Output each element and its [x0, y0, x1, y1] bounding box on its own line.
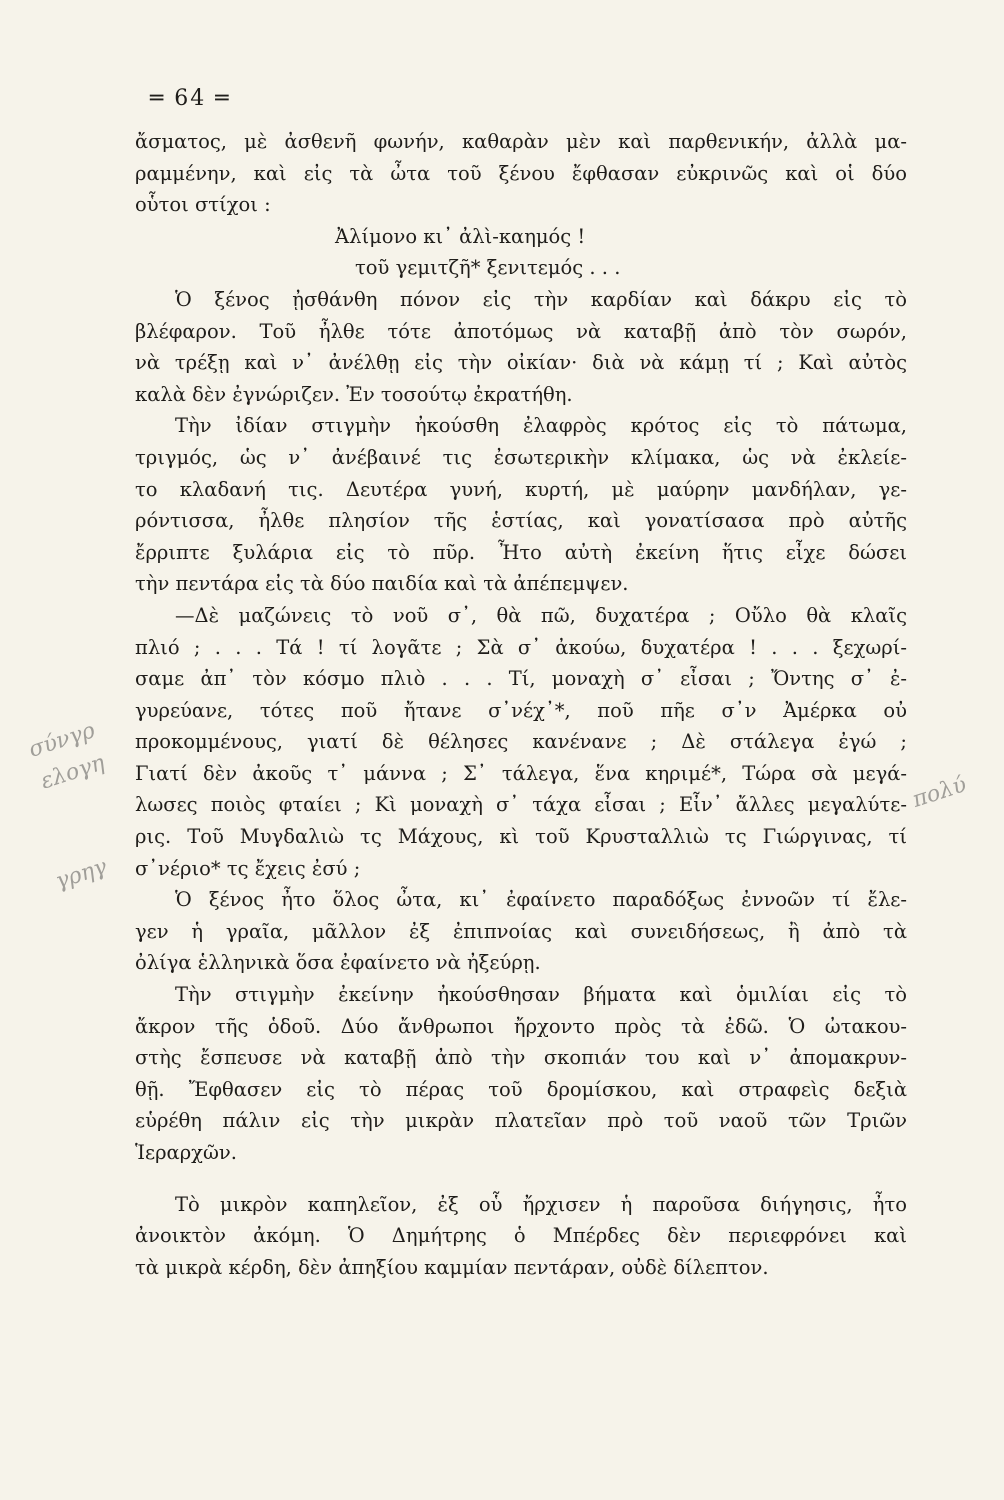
page-number: ═ 64 ═ — [150, 86, 231, 111]
text-line: γυρεύανε, τότες ποῦ ἤτανε σ᾽νέχ᾽*, ποῦ πῆε σ᾽ν Ἀμέρκα οὐ — [135, 698, 907, 722]
text-line: Τὴν στιγμὴν ἐκείνην ἠκούσθησαν βήματα καὶ ὁμιλίαι εἰς τὸ — [175, 983, 907, 1007]
text-line: τὰ μικρὰ κέρδη, δὲν ἀπηξίου καμμίαν πεντάραν, οὐδὲ δίλεπτον. — [135, 1255, 769, 1279]
margin-note-handwritten: γρηγ — [52, 854, 111, 895]
text-line: ἄκρον τῆς ὁδοῦ. Δύο ἄνθρωποι ἤρχοντο πρὸς τὰ ἐδῶ. Ὁ ὠτακου- — [135, 1014, 907, 1038]
text-line: προκομμένους, γιατί δὲ θέλησες κανένανε ; Δὲ στάλεγα ἐγώ ; — [135, 730, 907, 754]
text-line: εὑρέθη πάλιν εἰς τὴν μικρὰν πλατεῖαν πρὸ τοῦ ναοῦ τῶν Τριῶν — [135, 1109, 907, 1133]
text-line: ραμμένην, καὶ εἰς τὰ ὦτα τοῦ ξένου ἔφθασαν εὐκρινῶς καὶ οἱ δύο — [135, 161, 907, 185]
text-line: Τὴν ἰδίαν στιγμὴν ἠκούσθη ἐλαφρὸς κρότος εἰς τὸ πάτωμα, — [175, 414, 907, 438]
text-line: τὴν πεντάρα εἰς τὰ δύο παιδία καὶ τὰ ἀπέπεμψεν. — [135, 572, 629, 596]
text-line: Ὁ ξένος ἦτο ὅλος ὦτα, κι᾽ ἐφαίνετο παραδόξως ἐννοῶν τί ἔλε- — [175, 888, 907, 912]
text-line: λωσες ποιὸς φταίει ; Κὶ μοναχὴ σ᾽ τάχα εἶσαι ; Εἶν᾽ ἄλλες μεγαλύτε- — [135, 793, 907, 817]
verse-line: Ἀλίμονο κι᾽ ἀλὶ-καημός ! — [335, 224, 586, 248]
text-line: ἀνοικτὸν ἀκόμη. Ὁ Δημήτρης ὁ Μπέρδες δὲν περιεφρόνει καὶ — [135, 1224, 907, 1248]
text-line: Ὁ ξένος ᾐσθάνθη πόνον εἰς τὴν καρδίαν καὶ δάκρυ εἰς τὸ — [175, 287, 907, 311]
text-line: ρις. Τοῦ Μυγδαλιὼ τς Μάχους, κὶ τοῦ Κρυσταλλιὼ τς Γιώργινας, τί — [135, 825, 907, 849]
text-line: Γιατί δὲν ἀκοῦς τ᾽ μάννα ; Σ᾽ τάλεγα, ἕνα κηριμέ*, Τώρα σὰ μεγά- — [135, 761, 907, 785]
margin-note-handwritten: σύνγρ — [25, 718, 99, 763]
paragraph-gap — [135, 1169, 907, 1189]
text-line: οὗτοι στίχοι : — [135, 193, 271, 217]
text-line: ἄσματος, μὲ ἀσθενῆ φωνήν, καθαρὰν μὲν καὶ παρθενικήν, ἀλλὰ μα- — [135, 130, 907, 153]
text-line: Τὸ μικρὸν καπηλεῖον, ἐξ οὗ ἤρχισεν ἡ παροῦσα διήγησις, ἦτο — [175, 1192, 907, 1216]
text-line: ὀλίγα ἑλληνικὰ ὅσα ἐφαίνετο νὰ ἠξεύρῃ. — [135, 951, 541, 975]
verse-line: τοῦ γεμιτζῆ* ξενιτεμός . . . — [355, 256, 621, 280]
text-line: σ᾽νέριο* τς ἔχεις ἐσύ ; — [135, 856, 361, 880]
margin-note-handwritten: ελογη — [37, 750, 108, 795]
text-line: Ἱεραρχῶν. — [135, 1141, 237, 1164]
text-line: το κλαδανή τις. Δευτέρα γυνή, κυρτή, μὲ μαύρην μανδήλαν, γε- — [135, 477, 907, 501]
margin-note-handwritten: πολύ — [909, 772, 970, 813]
text-line: θῇ. Ἔφθασεν εἰς τὸ πέρας τοῦ δρομίσκου, καὶ στραφεὶς δεξιὰ — [135, 1077, 907, 1101]
text-line: τριγμός, ὡς ν᾽ ἀνέβαινέ τις ἐσωτερικὴν κλίμακα, ὡς νὰ ἐκλείε- — [135, 445, 907, 469]
text-line: σαμε ἀπ᾽ τὸν κόσμο πλιὸ . . . Τί, μοναχὴ σ᾽ εἶσαι ; Ὄντης σ᾽ ἐ- — [135, 667, 907, 691]
text-line: γεν ἡ γραῖα, μᾶλλον ἐξ ἐπιπνοίας καὶ συνειδήσεως, ἢ ἀπὸ τὰ — [135, 919, 907, 943]
text-line: ἔρριπτε ξυλάρια εἰς τὸ πῦρ. Ἦτο αὐτὴ ἐκείνη ἥτις εἶχε δώσει — [135, 540, 907, 564]
text-line: νὰ τρέξῃ καὶ ν᾽ ἀνέλθῃ εἰς τὴν οἰκίαν· διὰ νὰ κάμῃ τί ; Καὶ αὐτὸς — [135, 351, 907, 375]
text-line: στὴς ἔσπευσε νὰ καταβῇ ἀπὸ τὴν σκοπιάν του καὶ ν᾽ ἀπομακρυν- — [135, 1046, 907, 1070]
text-line: καλὰ δὲν ἐγνώριζεν. Ἐν τοσούτῳ ἐκρατήθη. — [135, 382, 573, 406]
text-line: ρόντισσα, ἦλθε πλησίον τῆς ἑστίας, καὶ γονατίσασα πρὸ αὐτῆς — [135, 509, 907, 533]
text-line: —Δὲ μαζώνεις τὸ νοῦ σ᾽, θὰ πῶ, δυχατέρα ; Οὔλο θὰ κλαῖς — [175, 603, 907, 627]
text-line: πλιό ; . . . Τά ! τί λογᾶτε ; Σὰ σ᾽ ἀκούω, δυχατέρα ! . . . ξεχωρί- — [135, 635, 907, 659]
body-text — [135, 126, 907, 1283]
text-line: βλέφαρον. Τοῦ ἦλθε τότε ἀποτόμως νὰ καταβῇ ἀπὸ τὸν σωρόν, — [135, 319, 907, 343]
